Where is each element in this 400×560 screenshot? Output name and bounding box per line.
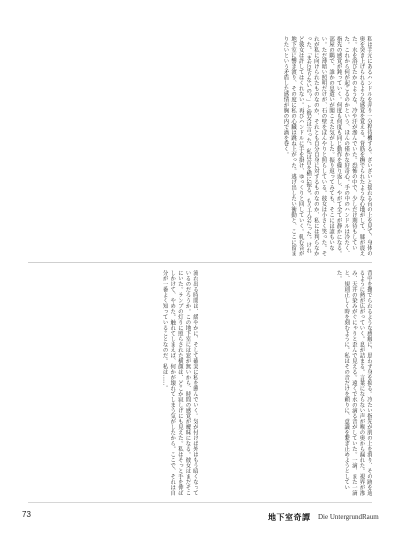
- footer-divider: [28, 502, 372, 503]
- footer-title: 地下室奇譚: [268, 512, 311, 522]
- body-text-top-section: 私は手元にあるハンドルを弄り一分程待機する。ざいざいと揺れる台の上を見て、身体の奥を突き上げられるような感覚を覚える。背筋を撫でられたような心地がして、膝が震えた。水を浴びたかのような、冷や汗が滲んでいた。恐怖の中で、少しだけ期待もしていた。これから何が起こるのかという、ほんの僅かな好奇心。手の中のハンドルは冷たく、指先の感覚が鈍っていく。何度も何度も同じ動作を繰り返し、やがて全てが静かになる。部屋の隅で、誰かの息遣いが聞こえた気がした。振り返ってみても、そこには誰もいない。ただ薄暗い照明だけが、石の壁をぼんやりと照らしている。彼女は小さく笑った。それが私に向けられたものなのか、それとも自分自身に対するものなのか、私には判らなかった。「まだ足りないの？」と彼女は言った。私は首を横に振る。もう十分だった。けれど彼女は許してはくれない。再びハンドルに手を掛け、ゆっくりと回していく。軋む音が地下室に響き渡り、その度に私の心臓は跳ね上がった。逃げ出したい衝動と、ここに留まりたいという矛盾した感情が胸の内で渦を巻く。: [282, 36, 372, 256]
- section-divider: [28, 262, 372, 263]
- page-number: 73: [22, 510, 31, 519]
- body-text-bottom-left-column: 流れ出る時間は、緩やかに、そして確実に私を蝕んでいく。気が付けば外はもう暗くなっているのだろうか。この地下室には窓が無いから、時間の感覚が曖昧になる。彼女はまだそこにいた。ランプの灯りに照らされた横顔は、どこか寂しげにも見えた。私はそっと手を伸ばしかけて、やめた。触れてしまえば、何かが壊れてしまう気がしたから。ここで、それは自分が一番よく知っていることなのだ。私は……。: [161, 270, 198, 496]
- body-text-bottom-right-column: 背中を撫でられるような感触に、思わず身を捩る。冷たい指先が肌の上を滑り、その跡を辿るように熱が広がっていく。息が詰まる。言葉にならない声が喉の奥から漏れた。視界が滲み、天井の染みがぐにゃりと歪んで見える。遠くで水の滴る音がしていた。一滴、また一滴と、規則正しく時を刻むように。私はその音だけを頼りに、意識を繋ぎ止めようとしていた。: [335, 270, 372, 496]
- footer-roman-title: Die UntergrundRaum: [318, 513, 379, 521]
